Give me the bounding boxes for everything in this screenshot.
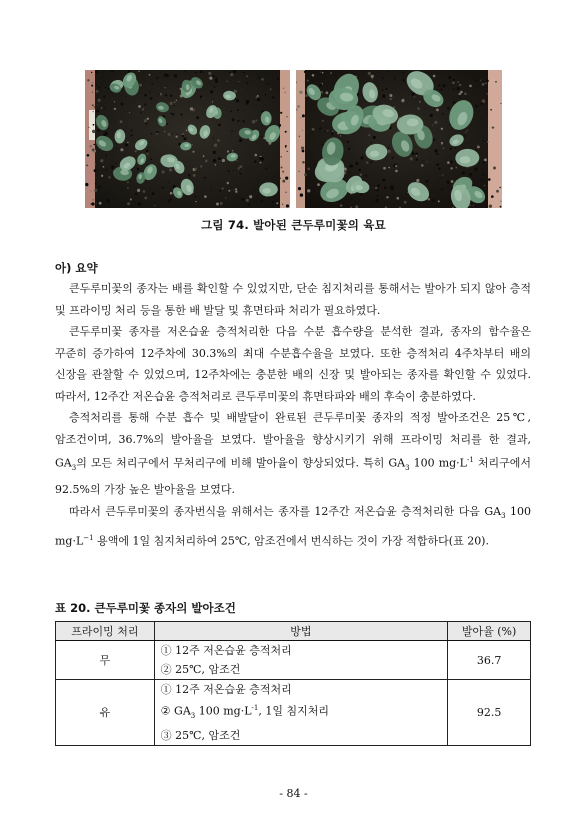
header-priming: 프라이밍 처리	[56, 622, 155, 641]
germination-table	[55, 621, 531, 746]
table-header-row	[56, 622, 531, 641]
summary-paragraph: 큰두루미꽃 종자를 저온습윤 층적처리한 다음 수분 흡수량을 분석한 결과, 종자의 함수율은 꾸준히 증가하여 12주차에 30.3%의 최대 수분흡수율을 보였다. 또한 층적처리 4주차부터 배의 신장을 관찰할 수 있었으며, 12주차에는 충분한 배의 신장 및 발아되는 종자를 확인할 수 있었다. 따라서, 12주간 저온습윤 층적처리로 큰두루미꽃의 휴면타파와 배의 후숙이 충분하였다.	[55, 325, 531, 403]
summary-body	[55, 278, 531, 552]
cell-method: ① 12주 저온습윤 층적처리 ② 25℃, 암조건	[154, 641, 448, 680]
header-rate: 발아율 (%)	[448, 622, 531, 641]
table-row	[56, 680, 531, 746]
table-row	[56, 641, 531, 680]
figure-caption: 그림 74. 발아된 큰두루미꽃의 육묘	[201, 218, 386, 232]
cell-rate: 92.5	[448, 680, 531, 746]
seedling-photo-right	[296, 70, 502, 208]
page-number: - 84 -	[279, 787, 308, 800]
summary-paragraph: 따라서 큰두루미꽃의 종자번식을 위해서는 종자를 12주간 저온습윤 층적처리한 다음 $GA_3$ 100 $mg\cdot L^{-1}$ 용액에 1일 침지처리하여 25℃, 암조건에서 번식하는 것이 가장 적합하다(표 20).	[55, 504, 531, 548]
summary-paragraph: 층적처리를 통해 수분 흡수 및 배발달이 완료된 큰두루미꽃 종자의 적정 발아조건은 25℃, 암조건이며, 36.7%의 발아율을 보였다. 발아율을 향상시키기 위해 프라이밍 처리를 한 결과, $GA_3$의 모든 처리구에서 무처리구에 비해 발아율이 향상되었다. 특히 $GA_3$ 100 $mg\cdot L^{-1}$ 처리구에서 92.5%의 가장 높은 발아율을 보였다.	[55, 411, 531, 497]
header-method: 방법	[154, 622, 448, 641]
cell-priming: 무	[56, 641, 155, 680]
cell-method: ① 12주 저온습윤 층적처리 ② $GA_3$ 100 $mg\cdot L^{-1}$, 1일 침지처리 ③ 25℃, 암조건	[154, 680, 448, 746]
figure-photos	[85, 70, 502, 208]
cell-rate: 36.7	[448, 641, 531, 680]
table-title: 표 20. 큰두루미꽃 종자의 발아조건	[55, 601, 236, 615]
summary-heading: 아) 요약	[55, 261, 98, 275]
cell-priming: 유	[56, 680, 155, 746]
seedling-photo-left	[85, 70, 290, 208]
summary-paragraph: 큰두루미꽃의 종자는 배를 확인할 수 있었지만, 단순 침지처리를 통해서는 발아가 되지 않아 층적 및 프라이밍 처리 등을 통한 배 발달 및 휴면타파 처리가 필요하였다.	[55, 282, 531, 317]
